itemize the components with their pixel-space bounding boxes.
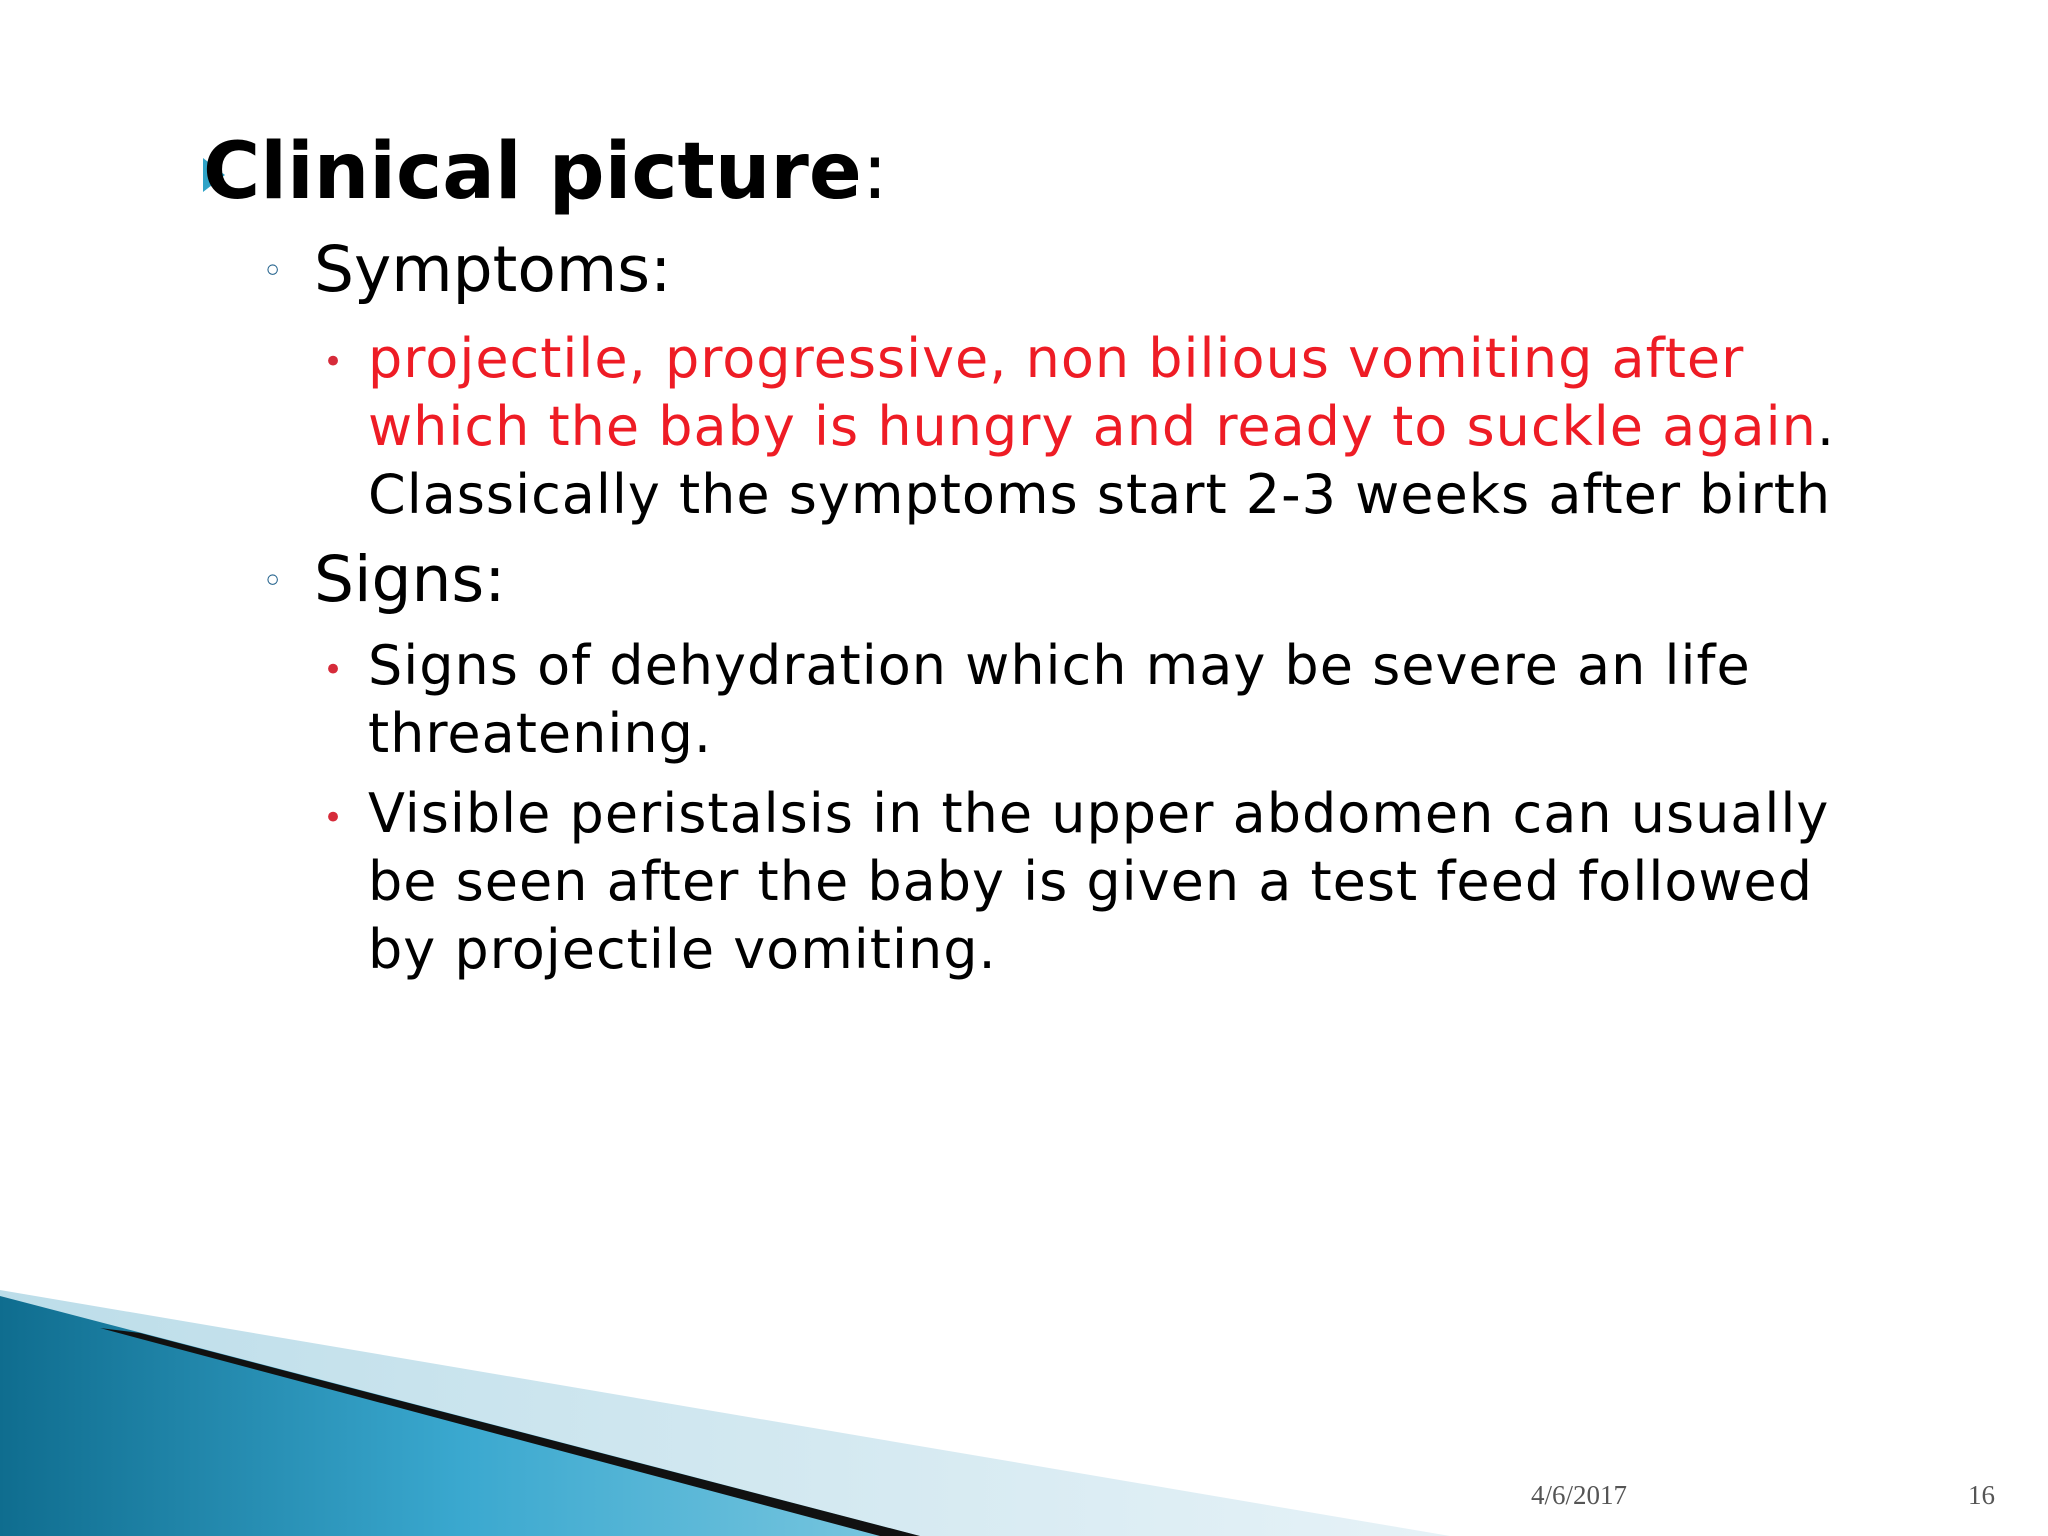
dot-bullet-icon: • bbox=[323, 650, 344, 690]
footer-date: 4/6/2017 bbox=[1531, 1480, 1628, 1510]
symptom-item-highlight: projectile, progressive, non bilious vomiting after which the baby is hungry and ready to suckle again bbox=[368, 327, 1817, 458]
circle-bullet-icon: ◦ bbox=[262, 561, 284, 602]
symptom-item-rest: . Classically the symptoms start 2-3 weeks after birth bbox=[368, 395, 1836, 526]
dot-bullet-icon: • bbox=[323, 798, 344, 838]
sign-item-peristalsis: Visible peristalsis in the upper abdomen can usually be seen after the baby is given a test feed followed by projectile vomiting. bbox=[368, 782, 1830, 981]
slide-title bbox=[203, 122, 888, 222]
symptom-item bbox=[368, 325, 1888, 529]
dot-bullet-icon: • bbox=[323, 342, 344, 382]
slide-number: 16 bbox=[1968, 1480, 1995, 1510]
symptoms-heading: Symptoms: bbox=[314, 233, 672, 306]
signs-heading: Signs: bbox=[314, 543, 506, 616]
sign-item-dehydration: Signs of dehydration which may be severe an life threatening. bbox=[368, 634, 1751, 765]
slide-title-colon: : bbox=[861, 127, 889, 217]
slide-title-text: Clinical picture bbox=[203, 127, 862, 217]
circle-bullet-icon: ◦ bbox=[262, 251, 284, 292]
